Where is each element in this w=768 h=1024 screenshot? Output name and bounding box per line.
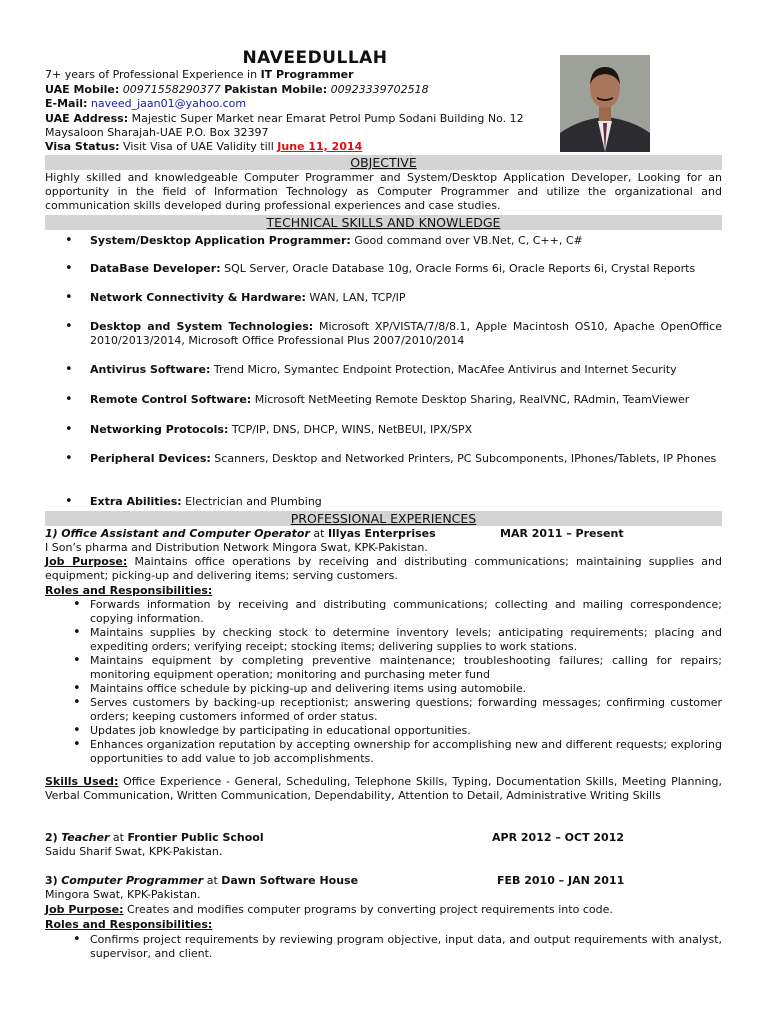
uae-mobile-label: UAE Mobile: <box>45 83 120 96</box>
skills-heading: TECHNICAL SKILLS AND KNOWLEDGE <box>45 215 722 230</box>
candidate-name: NAVEEDULLAH <box>242 48 388 68</box>
job1-company: Illyas Enterprises <box>327 527 436 540</box>
job1-purpose-label: Job Purpose: <box>45 555 128 568</box>
skill-label: System/Desktop Application Programmer: <box>90 234 351 247</box>
skill-text: Scanners, Desktop and Networked Printers, PC Subcomponents, IPhones/Tablets, IP Phones <box>210 452 717 465</box>
job2-title: Teacher <box>61 831 110 844</box>
job3-location: Mingora Swat, KPK-Pakistan. <box>45 888 201 901</box>
pakistan-mobile-label: Pakistan Mobile: <box>224 83 328 96</box>
job1-responsibilities-heading <box>45 584 212 598</box>
skill-text: Microsoft NetMeeting Remote Desktop Sharing, RealVNC, RAdmin, TeamViewer <box>251 393 690 406</box>
email-link[interactable]: naveed_jaan01@yahoo.com <box>90 97 247 110</box>
job3-purpose-text: Creates and modifies computer programs by converting project requirements into code. <box>123 903 613 916</box>
skill-item <box>65 452 722 466</box>
skill-item <box>65 234 722 248</box>
job1-location: I Son’s pharma and Distribution Network Mingora Swat, KPK-Pakistan. <box>45 541 428 554</box>
objective-text: Highly skilled and knowledgeable Computer Programmer and System/Desktop Application Developer, Looking for an opportunity in the field of Information Technology as Computer Programmer and utilize the organizational and communication skills developed during professional experiences and case studies. <box>45 171 722 212</box>
job3-dates: FEB 2010 – JAN 2011 <box>497 874 625 887</box>
skill-label: Antivirus Software: <box>90 363 211 376</box>
experience-summary <box>45 68 354 82</box>
skill-text: WAN, LAN, TCP/IP <box>305 291 406 304</box>
job2-title-line <box>45 831 264 845</box>
skill-label: Networking Protocols: <box>90 423 229 436</box>
skill-text: SQL Server, Oracle Database 10g, Oracle Forms 6i, Oracle Reports 6i, Crystal Reports <box>220 262 696 275</box>
experience-heading: PROFESSIONAL EXPERIENCES <box>45 511 722 526</box>
skill-label: DataBase Developer: <box>90 262 221 275</box>
job1-purpose-text: Maintains office operations by receiving and distributing communications; maintaining supplies and equipment; picking-up and delivering items; serving customers. <box>45 555 722 582</box>
skill-text: TCP/IP, DNS, DHCP, WINS, NetBEUI, IPX/SPX <box>228 423 473 436</box>
skill-item <box>65 495 722 509</box>
job1-title-line <box>45 527 436 541</box>
job1-resp-label: Roles and Responsibilities: <box>45 584 213 597</box>
job2-number: 2) <box>45 831 58 844</box>
responsibility-item: • Updates job knowledge by participating in educational opportunities. <box>73 724 722 738</box>
skill-item <box>65 320 722 348</box>
job1-skills-label: Skills Used: <box>45 775 119 788</box>
job1-skills-text: Office Experience - General, Scheduling, Telephone Skills, Typing, Documentation Skills, Meeting Planning, Verbal Communication, Written Communication, Dependability, Attention to Detail, Administrative Writing Skills <box>45 775 722 802</box>
address-line-2: Maysaloon Sharajah-UAE P.O. Box 32397 <box>45 126 269 139</box>
job1-title: Office Assistant and Computer Operator <box>61 527 310 540</box>
responsibility-item: • Maintains equipment by completing preventive maintenance; troubleshooting failures; calling for repairs; monitoring equipment operation; monitoring and purchasing meter fund <box>73 654 722 682</box>
job1-number: 1) <box>45 527 58 540</box>
skill-item <box>65 262 722 276</box>
skill-label: Desktop and System Technologies: <box>90 320 314 333</box>
job3-company: Dawn Software House <box>221 874 359 887</box>
email-line <box>45 97 246 111</box>
skill-label: Extra Abilities: <box>90 495 182 508</box>
responsibility-item: • Maintains supplies by checking stock to determine inventory levels; anticipating requirements; placing and expediting orders; verifying receipt; stocking items; delivering supplies to work stations. <box>73 626 722 654</box>
job3-title: Computer Programmer <box>61 874 204 887</box>
job3-responsibilities-heading <box>45 918 212 932</box>
skill-label: Network Connectivity & Hardware: <box>90 291 306 304</box>
job3-responsibilities-list <box>73 933 722 961</box>
resume-page <box>45 0 722 1024</box>
experience-role: IT Programmer <box>260 68 354 81</box>
skill-item <box>65 423 722 437</box>
skill-text: Good command over VB.Net, C, C++, C# <box>350 234 583 247</box>
job1-purpose <box>45 555 722 583</box>
phone-line <box>45 83 429 97</box>
skill-text: Microsoft XP/VISTA/7/8/8.1, Apple Macintosh OS10, Apache OpenOffice 2010/2013/2014, Microsoft Office Professional Plus 2007/2010/2014 <box>90 320 722 347</box>
skill-item <box>65 291 722 305</box>
job2-company: Frontier Public School <box>127 831 264 844</box>
address-line-1: Majestic Super Market near Emarat Petrol Pump Sodani Building No. 12 <box>131 112 524 125</box>
responsibility-item: • Forwards information by receiving and distributing communications; collecting and mailing correspondence; copying information. <box>73 598 722 626</box>
profile-photo <box>560 55 650 152</box>
uae-mobile-number: 00971558290377 <box>122 83 221 96</box>
skill-label: Remote Control Software: <box>90 393 252 406</box>
job3-resp-label: Roles and Responsibilities: <box>45 918 213 931</box>
job1-skills-used <box>45 775 722 803</box>
skill-text: Trend Micro, Symantec Endpoint Protection, MacAfee Antivirus and Internet Security <box>210 363 677 376</box>
visa-label: Visa Status: <box>45 140 120 153</box>
skill-item <box>65 393 722 407</box>
job2-location: Saidu Sharif Swat, KPK-Pakistan. <box>45 845 223 858</box>
pakistan-mobile-number: 00923339702518 <box>330 83 429 96</box>
job1-at: at <box>309 527 328 540</box>
visa-date: June 11, 2014 <box>277 140 363 153</box>
address-label: UAE Address: <box>45 112 129 125</box>
responsibility-item: • Enhances organization reputation by accepting ownership for accomplishing new and different requests; exploring opportunities to add value to job accomplishments. <box>73 738 722 766</box>
job3-title-line <box>45 874 358 888</box>
responsibility-item: • Confirms project requirements by reviewing program objective, input data, and output requirements with analyst, supervisor, and client. <box>73 933 722 961</box>
skill-label: Peripheral Devices: <box>90 452 211 465</box>
objective-heading: OBJECTIVE <box>45 155 722 170</box>
address-line <box>45 112 524 126</box>
visa-status-line <box>45 140 362 154</box>
job3-number: 3) <box>45 874 58 887</box>
job1-dates: MAR 2011 – Present <box>500 527 624 540</box>
job3-at: at <box>203 874 222 887</box>
job3-purpose <box>45 903 722 917</box>
email-label: E-Mail: <box>45 97 88 110</box>
job3-purpose-label: Job Purpose: <box>45 903 124 916</box>
responsibility-item: • Maintains office schedule by picking-up and delivering items using automobile. <box>73 682 722 696</box>
skill-item <box>65 363 722 377</box>
job1-responsibilities-list <box>73 598 722 766</box>
experience-prefix: 7+ years of Professional Experience in <box>45 68 261 81</box>
visa-text: Visit Visa of UAE Validity till <box>123 140 274 153</box>
job2-at: at <box>109 831 128 844</box>
skill-text: Electrician and Plumbing <box>181 495 322 508</box>
responsibility-item: • Serves customers by backing-up receptionist; answering questions; forwarding messages; confirming customer orders; keeping customers informed of order status. <box>73 696 722 724</box>
job2-dates: APR 2012 – OCT 2012 <box>492 831 625 844</box>
